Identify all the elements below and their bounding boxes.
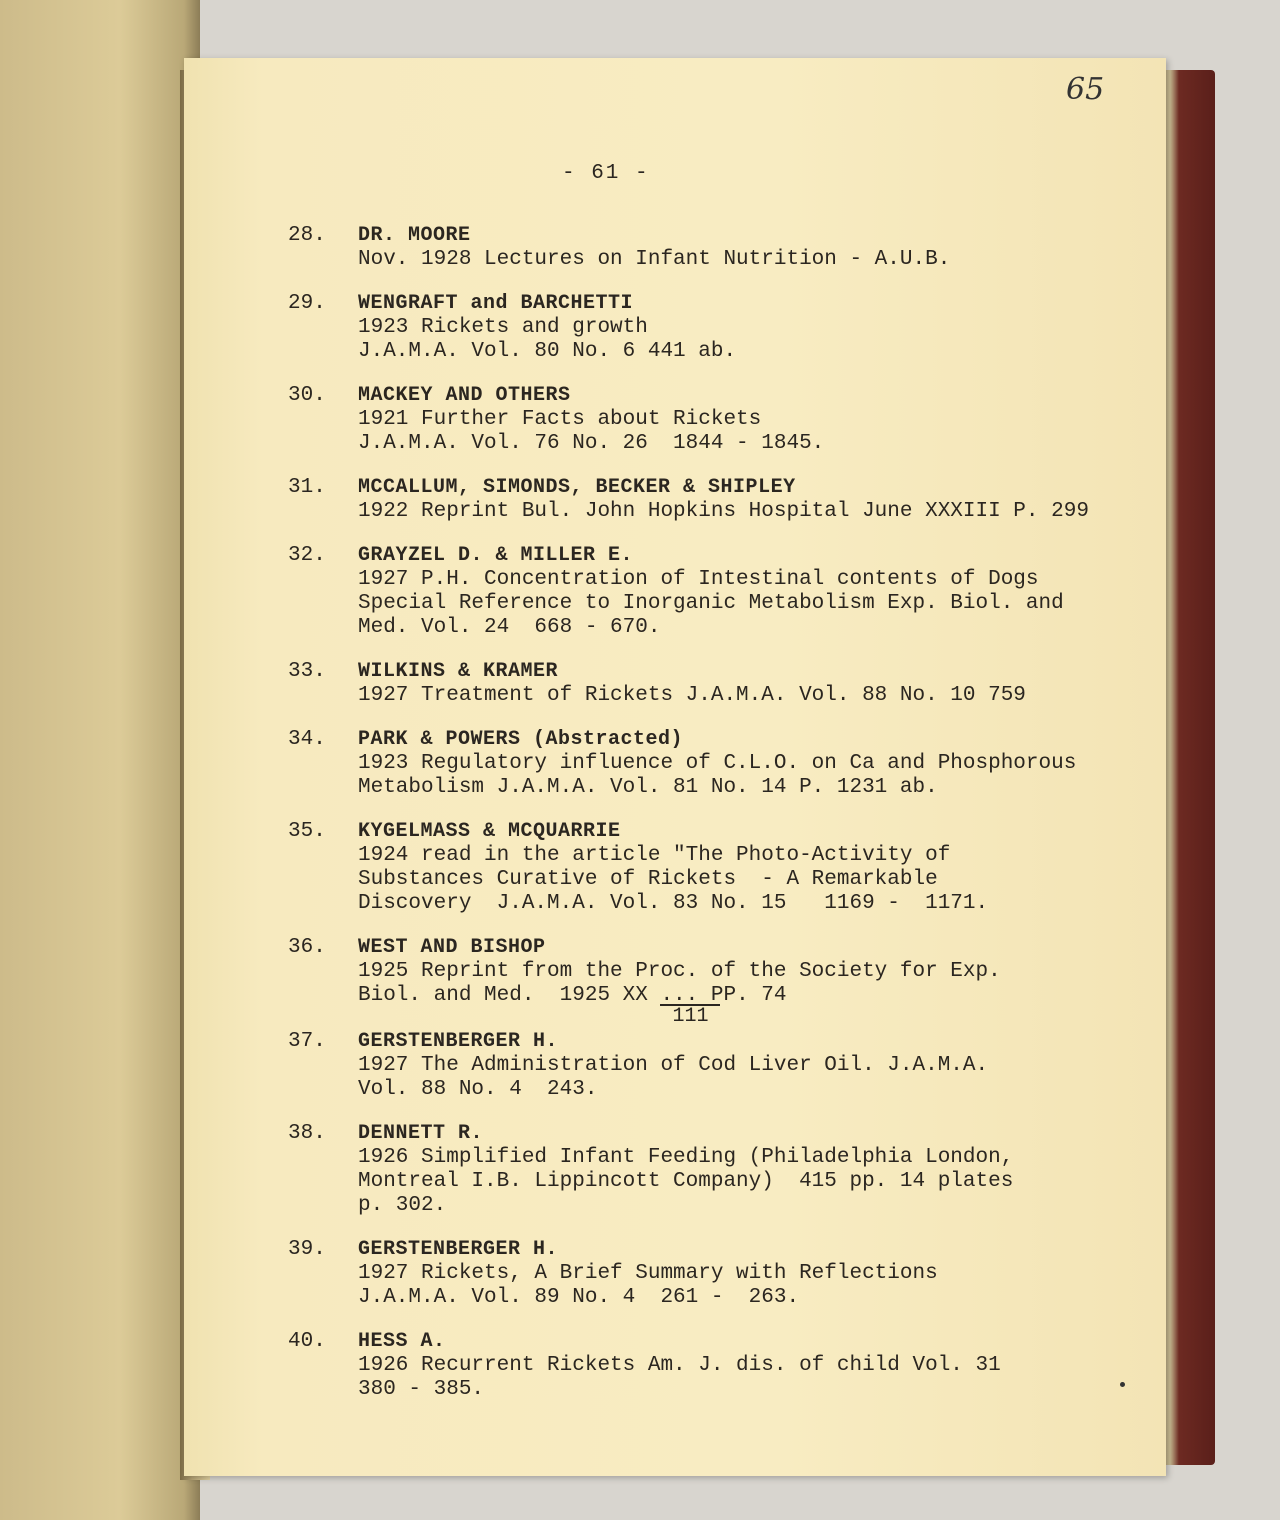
reference-entry [288, 936, 1148, 1028]
reference-entry [288, 224, 1148, 272]
entry-number: 39. [288, 1238, 326, 1261]
facing-page [0, 0, 200, 1520]
entry-line: 1926 Recurrent Rickets Am. J. dis. of child Vol. 31 [358, 1354, 1001, 1377]
document-page [184, 58, 1166, 1476]
entry-line: Special Reference to Inorganic Metabolism Exp. Biol. and [358, 592, 1064, 615]
entry-line: 1923 Regulatory influence of C.L.O. on Ca and Phosphorous [358, 752, 1077, 775]
entry-line: 1927 P.H. Concentration of Intestinal contents of Dogs [358, 568, 1039, 591]
entry-line: Med. Vol. 24 668 - 670. [358, 616, 661, 639]
reference-entry [288, 1330, 1148, 1402]
entry-line: Vol. 88 No. 4 243. [358, 1078, 598, 1101]
entry-line: J.A.M.A. Vol. 76 No. 26 1844 - 1845. [358, 432, 825, 455]
entry-author: PARK & POWERS (Abstracted) [358, 728, 684, 751]
entry-number: 40. [288, 1330, 326, 1353]
entry-line: Nov. 1928 Lectures on Infant Nutrition - A.U.B. [358, 248, 951, 271]
entry-author: HESS A. [358, 1330, 446, 1353]
entry-author: GERSTENBERGER H. [358, 1030, 559, 1053]
entry-author: DR. MOORE [358, 224, 471, 247]
reference-entry [288, 292, 1148, 364]
entry-line: 1927 The Administration of Cod Liver Oil. J.A.M.A. [358, 1054, 989, 1077]
entry-number: 34. [288, 728, 326, 751]
entry-author: GRAYZEL D. & MILLER E. [358, 544, 634, 567]
entry-number: 32. [288, 544, 326, 567]
entry-author: WENGRAFT and BARCHETTI [358, 292, 634, 315]
entry-line: 1927 Treatment of Rickets J.A.M.A. Vol. 88 No. 10 759 [358, 684, 1026, 707]
entry-number: 28. [288, 224, 326, 247]
entry-number: 33. [288, 660, 326, 683]
entry-line: Montreal I.B. Lippincott Company) 415 pp. 14 plates [358, 1170, 1014, 1193]
ink-dot [1120, 1382, 1125, 1387]
reference-entry [288, 1030, 1148, 1102]
entry-number: 30. [288, 384, 326, 407]
volume-fraction: $\frac{...}{111}$ [660, 984, 698, 1008]
entry-line: p. 302. [358, 1194, 447, 1217]
entry-author: KYGELMASS & MCQUARRIE [358, 820, 621, 843]
reference-entry [288, 660, 1148, 708]
entry-line: Substances Curative of Rickets - A Remarkable [358, 868, 938, 891]
entry-author: GERSTENBERGER H. [358, 1238, 559, 1261]
entry-author: DENNETT R. [358, 1122, 484, 1145]
entry-number: 29. [288, 292, 326, 315]
reference-entry [288, 1238, 1148, 1310]
entry-line: 1923 Rickets and growth [358, 316, 648, 339]
entry-line: 1921 Further Facts about Rickets [358, 408, 762, 431]
entry-line: J.A.M.A. Vol. 89 No. 4 261 - 263. [358, 1286, 800, 1309]
handwritten-page-number: 65 [1066, 72, 1105, 107]
entry-number: 31. [288, 476, 326, 499]
entry-line: Biol. and Med. 1925 XX $\frac{...}{111}$ PP. 74 [358, 984, 787, 1028]
entry-author: WILKINS & KRAMER [358, 660, 559, 683]
entry-author: MCCALLUM, SIMONDS, BECKER & SHIPLEY [358, 476, 796, 499]
reference-list [288, 224, 1148, 1422]
entry-number: 36. [288, 936, 326, 959]
entry-line: Metabolism J.A.M.A. Vol. 81 No. 14 P. 1231 ab. [358, 776, 938, 799]
reference-entry [288, 476, 1148, 524]
bleed-through-text [4, 150, 33, 214]
entry-author: WEST AND BISHOP [358, 936, 546, 959]
entry-line: 1922 Reprint Bul. John Hopkins Hospital June XXXIII P. 299 [358, 500, 1089, 523]
entry-line: 1924 read in the article "The Photo-Activity of [358, 844, 951, 867]
entry-line: J.A.M.A. Vol. 80 No. 6 441 ab. [358, 340, 737, 363]
entry-line: 1926 Simplified Infant Feeding (Philadelphia London, [358, 1146, 1014, 1169]
entry-line: 1925 Reprint from the Proc. of the Society for Exp. [358, 960, 1001, 983]
entry-number: 38. [288, 1122, 326, 1145]
entry-number: 37. [288, 1030, 326, 1053]
reference-entry [288, 384, 1148, 456]
typed-page-number: - 61 - [562, 162, 650, 185]
entry-line: Discovery J.A.M.A. Vol. 83 No. 15 1169 - 1171. [358, 892, 989, 915]
reference-entry [288, 820, 1148, 916]
reference-entry [288, 544, 1148, 640]
reference-entry [288, 728, 1148, 800]
entry-line: 1927 Rickets, A Brief Summary with Reflections [358, 1262, 938, 1285]
entry-number: 35. [288, 820, 326, 843]
reference-entry [288, 1122, 1148, 1218]
entry-line: 380 - 385. [358, 1378, 485, 1401]
entry-author: MACKEY AND OTHERS [358, 384, 571, 407]
